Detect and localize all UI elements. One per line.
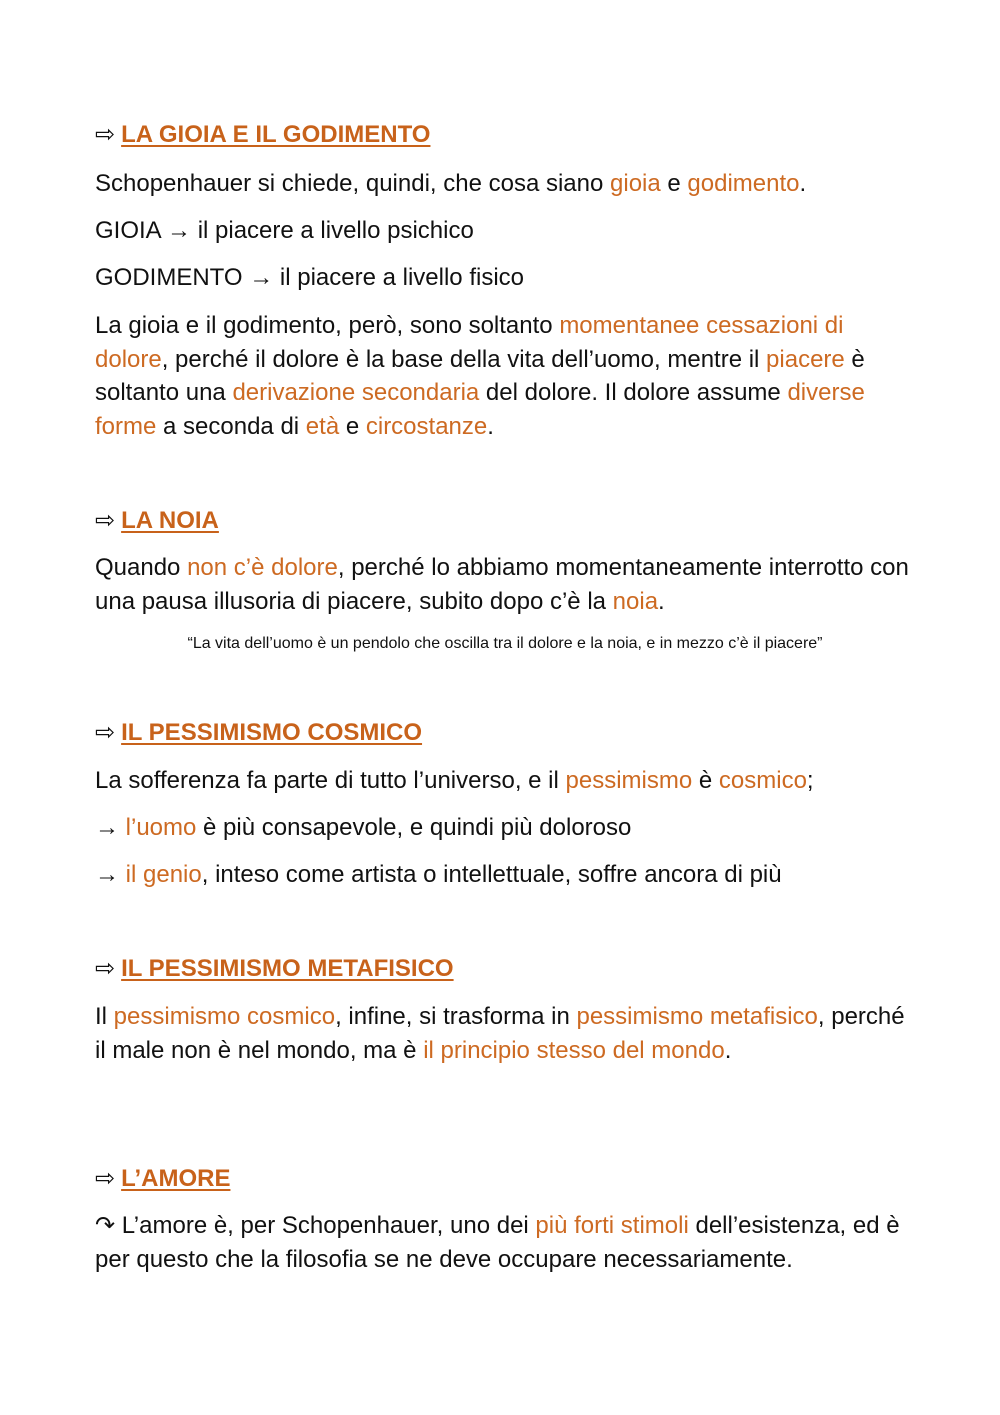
highlight: godimento [687,170,800,197]
highlight: più forti stimoli [535,1212,689,1239]
highlight: il genio [125,861,202,888]
highlight: età [305,412,340,440]
heading-title: LA NOIA [121,507,219,534]
heading-noia [95,506,915,536]
highlight: cosmico [718,767,807,794]
arrow-right-icon: ⇨ [95,121,116,148]
highlight: pessimismo [565,767,693,794]
list-item: → il genio, inteso come artista o intellettuale, soffre ancora di più [95,861,782,888]
heading-gioia-godimento [95,120,915,150]
arrow-right-icon: ⇨ [95,719,116,746]
paragraph: Il pessimismo cosmico, infine, si trasforma in pessimismo metafisico, perché il male non è nel mondo, ma è il principio stesso del mondo. [95,1003,905,1064]
highlight: noia [612,587,659,615]
definition-gioia: GIOIA → il piacere a livello psichico [95,217,474,244]
highlight: pessimismo cosmico [113,1003,336,1030]
paragraph: La sofferenza fa parte di tutto l’universo, e il pessimismo è cosmico; [95,767,814,794]
paragraph: Schopenhauer si chiede, quindi, che cosa siano gioia e godimento. [95,170,807,197]
highlight: pessimismo metafisico [576,1003,818,1030]
highlight: gioia [610,170,661,197]
highlight: non c’è dolore [187,554,338,581]
arrow-right-icon: ⇨ [95,1165,116,1192]
arrow-right-icon: ⇨ [95,955,116,982]
highlight: momentanee cessazioni di dolore [95,312,844,373]
heading-pessimismo-metafisico [95,954,915,984]
paragraph: La gioia e il godimento, però, sono soltanto momentanee cessazioni di dolore, perché il dolore è la base della vita dell’uomo, mentre il piacere è soltanto una derivazione secondaria del dolore. Il dolore assume diverse forme a seconda di età e circostanze. [95,312,865,440]
list-item: → l’uomo è più consapevole, e quindi più doloroso [95,814,632,841]
highlight: l’uomo [125,814,197,841]
highlight: il principio stesso del mondo [423,1036,725,1064]
heading-title: LA GIOIA E IL GODIMENTO [121,121,431,148]
paragraph: Quando non c’è dolore, perché lo abbiamo momentaneamente interrotto con una pausa illusoria di piacere, subito dopo c’è la noia. [95,554,909,615]
heading-title: L’AMORE [121,1165,231,1192]
highlight: piacere [766,345,845,373]
highlight: diverse forme [95,379,865,440]
paragraph: ↷ L’amore è, per Schopenhauer, uno dei più forti stimoli dell’esistenza, ed è per questo che la filosofia se ne deve occupare necessariamente. [95,1212,900,1273]
heading-amore [95,1164,915,1194]
highlight: derivazione secondaria [232,379,480,406]
quote: “La vita dell’uomo è un pendolo che oscilla tra il dolore e la noia, e in mezzo c’è il piacere” [187,635,823,652]
heading-title: IL PESSIMISMO METAFISICO [121,955,454,982]
heading-title: IL PESSIMISMO COSMICO [121,719,423,746]
highlight: circostanze [365,412,488,440]
heading-pessimismo-cosmico [95,718,915,748]
definition-godimento: GODIMENTO → il piacere a livello fisico [95,264,524,291]
arrow-right-icon: ⇨ [95,507,116,534]
